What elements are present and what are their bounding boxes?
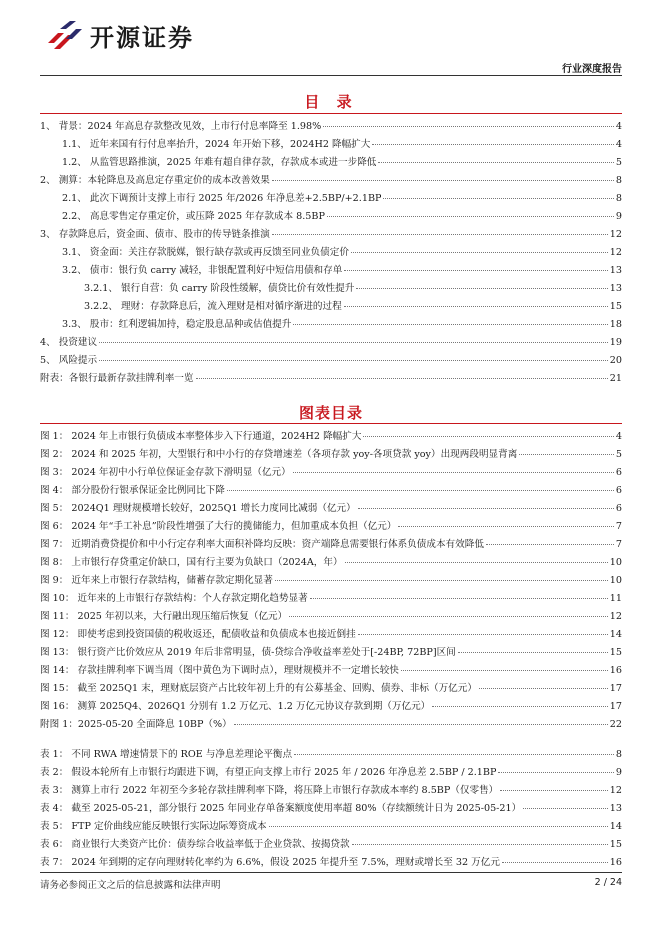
entry-label: 表 2： 假设本轮所有上市银行均跟进下调，有望正向支撑上市行 2025 年 / 2026 年净息差 2.5BP / 2.1BP [40,767,497,778]
list-item[interactable] [40,352,622,370]
list-item[interactable] [40,818,622,836]
dot-leader [289,616,608,617]
entry-page: 15 [609,839,622,850]
entry-page: 6 [615,467,622,478]
list-item[interactable] [40,446,622,464]
entry-label: 图 16： 测算 2025Q4、2026Q1 分别有 1.2 万亿元、1.2 万亿元协议存款到期（万亿元） [40,701,431,712]
entry-page: 11 [609,593,622,604]
dot-leader [498,772,613,773]
entry-page: 10 [609,557,622,568]
entry-label: 图 9： 近年来上市银行存款结构，储蓄存款定期化显著 [40,575,273,586]
entry-page: 14 [609,629,622,640]
entry-page: 9 [615,211,622,222]
entry-page: 5 [615,449,622,460]
entry-page: 20 [609,355,622,366]
list-item[interactable] [40,464,622,482]
entry-page: 7 [615,521,622,532]
list-item[interactable] [40,782,622,800]
entry-label: 图 12： 即使考虑到投资国债的税收返还，配债收益和负债成本也接近倒挂 [40,629,356,640]
list-item[interactable] [40,662,622,680]
page-number: 2 / 24 [594,877,622,888]
dot-leader [363,436,613,437]
dot-leader [458,652,608,653]
dot-leader [275,580,608,581]
entry-page: 15 [609,301,622,312]
list-item[interactable] [40,190,622,208]
entry-page: 21 [609,373,622,384]
footer-divider [40,872,622,873]
dot-leader [227,490,614,491]
list-item[interactable] [40,154,622,172]
brand-logo-icon [44,19,84,53]
entry-label: 附图 1：2025-05-20 全面降息 10BP（%） [40,719,232,730]
entry-label: 表 1： 不同 RWA 增速情景下的 ROE 与净息差理论平衡点 [40,749,293,760]
entry-page: 6 [615,503,622,514]
entry-label: 图 1： 2024 年上市银行负债成本率整体步入下行通道，2024H2 降幅扩大 [40,431,362,442]
entry-page: 12 [609,785,622,796]
dot-leader [356,288,607,289]
list-item[interactable] [40,370,622,388]
entry-label: 4、 投资建议 [40,337,98,348]
entry-page: 13 [609,803,622,814]
dot-leader [327,216,614,217]
entry-label: 表 7： 2024 年到期的定存向理财转化率约为 6.6%，假设 2025 年提升至 7.5%，理财或增长至 32 万亿元 [40,857,500,868]
list-item[interactable] [40,226,622,244]
entry-label: 2.2、 高息零售定存重定价，或压降 2025 年存款成本 8.5BP [62,211,325,222]
entry-label: 图 3： 2024 年初中小行单位保证金存款下滑明显（亿元） [40,467,291,478]
entry-page: 16 [609,665,622,676]
dot-leader [310,598,608,599]
entry-label: 3.2、 债市：银行负 carry 减轻，非银配置利好中短信用债和存单 [62,265,343,276]
entry-label: 1.2、 从监管思路推演，2025 年难有超自律存款，存款成本或进一步降低 [62,157,377,168]
dot-leader [383,198,613,199]
entry-label: 表 5： FTP 定价曲线应能反映银行实际边际筹资成本 [40,821,267,832]
list-item[interactable] [40,854,622,872]
entry-label: 3、 存款降息后，资金面、债市、股市的传导链条推演 [40,229,270,240]
entry-label: 图 14： 存款挂牌利率下调当周（图中黄色为下调时点），理财规模并不一定增长较快 [40,665,399,676]
list-item[interactable] [40,500,622,518]
list-item[interactable] [40,172,622,190]
entry-label: 图 6： 2024 年“手工补息”阶段性增强了大行的揽储能力，但加重成本负担（亿元） [40,521,397,532]
entry-page: 8 [615,749,622,760]
toc-title: 目 录 [304,93,358,111]
brand-name: 开源证券 [90,24,194,52]
brand-logo [44,18,194,53]
figures-title-divider [40,423,622,424]
entry-label: 2.1、 此次下调预计支撑上市行 2025 年/2026 年净息差+2.5BP/+2.1BP [62,193,382,204]
entry-page: 14 [609,821,622,832]
list-item[interactable] [40,764,622,782]
dot-leader [502,862,608,863]
entry-page: 8 [615,175,622,186]
dot-leader [294,754,614,755]
entry-label: 2、 测算：本轮降息及高息定存重定价的成本改善效果 [40,175,270,186]
entry-label: 1.1、 近年来国有行付息率抬升，2024 年开始下移，2024H2 降幅扩大 [62,139,371,150]
list-item[interactable] [40,428,622,446]
list-item[interactable] [40,716,622,734]
dot-leader [196,378,608,379]
chart-list [40,428,622,734]
dot-leader [358,508,614,509]
list-item[interactable] [40,298,622,316]
entry-page: 17 [609,683,622,694]
entry-page: 12 [609,611,622,622]
list-item[interactable] [40,334,622,352]
dot-leader [234,724,608,725]
table-list [40,746,622,872]
entry-page: 22 [609,719,622,730]
list-item[interactable] [40,536,622,554]
dot-leader [432,706,608,707]
toc-title-divider [40,113,622,114]
dot-leader [345,562,608,563]
dot-leader [344,270,607,271]
entry-page: 7 [615,539,622,550]
dot-leader [99,342,608,343]
entry-label: 3.3、 股市：红利逻辑加持，稳定股息品种或估值提升 [62,319,292,330]
entry-label: 图 11： 2025 年初以来，大行融出现压缩后恢复（亿元） [40,611,288,622]
entry-label: 图 13： 银行资产比价效应从 2019 年后非常明显，债-贷综合净收益率差处于[-24BP, 72BP]区间 [40,647,456,658]
entry-page: 8 [615,193,622,204]
list-item[interactable] [40,118,622,136]
dot-leader [351,252,608,253]
dot-leader [523,808,608,809]
entry-page: 4 [615,431,622,442]
dot-leader [352,844,608,845]
dot-leader [272,180,614,181]
entry-label: 图 7： 近期消费贷提价和中小行定存利率大面积补降均反映：资产端降息需要银行体系负债成本有效降低 [40,539,484,550]
list-item[interactable] [40,644,622,662]
dot-leader [269,826,608,827]
entry-page: 12 [609,229,622,240]
dot-leader [344,306,608,307]
entry-label: 3.2.2、 理财：存款降息后，流入理财是相对循序渐进的过程 [84,301,342,312]
entry-label: 图 2： 2024 和 2025 年初，大型银行和中小行的存贷增速差（各项存款 yoy-各项贷款 yoy）出现两段明显背离 [40,449,518,460]
list-item[interactable] [40,746,622,764]
list-item[interactable] [40,680,622,698]
toc-list [40,118,622,388]
footer-disclaimer: 请务必参阅正文之后的信息披露和法律声明 [40,880,221,891]
list-item[interactable] [40,136,622,154]
list-item[interactable] [40,626,622,644]
entry-label: 图 8： 上市银行存贷重定价缺口，国有行主要为负缺口（2024A，年） [40,557,343,568]
list-item[interactable] [40,244,622,262]
list-item[interactable] [40,608,622,626]
dot-leader [99,360,608,361]
dot-leader [479,688,608,689]
entry-label: 图 10： 近年来的上市银行存款结构：个人存款定期化趋势显著 [40,593,308,604]
list-item[interactable] [40,316,622,334]
page-header [40,14,622,74]
entry-label: 附表：各银行最新存款挂牌利率一览 [40,373,194,384]
list-item[interactable] [40,280,622,298]
entry-label: 表 3： 测算上市行 2022 年初至今多轮存款挂牌利率下降，将压降上市银行存款成本率约 8.5BP（仅零售） [40,785,499,796]
entry-label: 图 4： 部分股份行银承保证金比例同比下降 [40,485,225,496]
entry-page: 19 [609,337,622,348]
figures-title: 图表目录 [298,404,363,422]
entry-label: 表 4： 截至 2025-05-21，部分银行 2025 年同业存单备案额度使用率超 80%（存续额统计日为 2025-05-21） [40,803,522,814]
entry-page: 15 [609,647,622,658]
list-item[interactable] [40,208,622,226]
dot-leader [293,472,614,473]
entry-page: 4 [615,139,622,150]
dot-leader [372,144,614,145]
list-item[interactable] [40,482,622,500]
entry-label: 表 6： 商业银行大类资产比价：债券综合收益率低于企业贷款、按揭贷款 [40,839,350,850]
list-item[interactable] [40,836,622,854]
entry-page: 6 [615,485,622,496]
entry-page: 13 [609,265,622,276]
dot-leader [500,790,608,791]
list-item[interactable] [40,698,622,716]
entry-page: 13 [609,283,622,294]
dot-leader [358,634,608,635]
list-item[interactable] [40,800,622,818]
dot-leader [398,526,613,527]
entry-label: 3.2.1、 银行自营：负 carry 阶段性缓解，债贷比价有效性提升 [84,283,355,294]
entry-label: 1、 背景：2024 年高息存款整改见效，上市行付息率降至 1.98% [40,121,322,132]
dot-leader [323,126,614,127]
entry-page: 17 [609,701,622,712]
list-item[interactable] [40,554,622,572]
entry-page: 16 [609,857,622,868]
entry-page: 12 [609,247,622,258]
entry-label: 图 15： 截至 2025Q1 末，理财底层资产占比较年初上升的有公募基金、回购、债券、非标（万亿元） [40,683,477,694]
header-divider [40,75,622,76]
list-item[interactable] [40,518,622,536]
list-item[interactable] [40,590,622,608]
dot-leader [486,544,614,545]
dot-leader [401,670,608,671]
entry-label: 3.1、 资金面：关注存款脱媒，银行缺存款或再反馈至同业负债定价 [62,247,349,258]
list-item[interactable] [40,262,622,280]
dot-leader [378,162,613,163]
entry-page: 18 [609,319,622,330]
entry-label: 图 5： 2024Q1 理财规模增长较好，2025Q1 增长力度同比减弱（亿元） [40,503,356,514]
dot-leader [272,234,608,235]
document-type: 行业深度报告 [562,64,622,75]
entry-label: 5、 风险提示 [40,355,98,366]
dot-leader [519,454,614,455]
list-item[interactable] [40,572,622,590]
entry-page: 5 [615,157,622,168]
entry-page: 4 [615,121,622,132]
entry-page: 9 [615,767,622,778]
dot-leader [293,324,607,325]
entry-page: 10 [609,575,622,586]
